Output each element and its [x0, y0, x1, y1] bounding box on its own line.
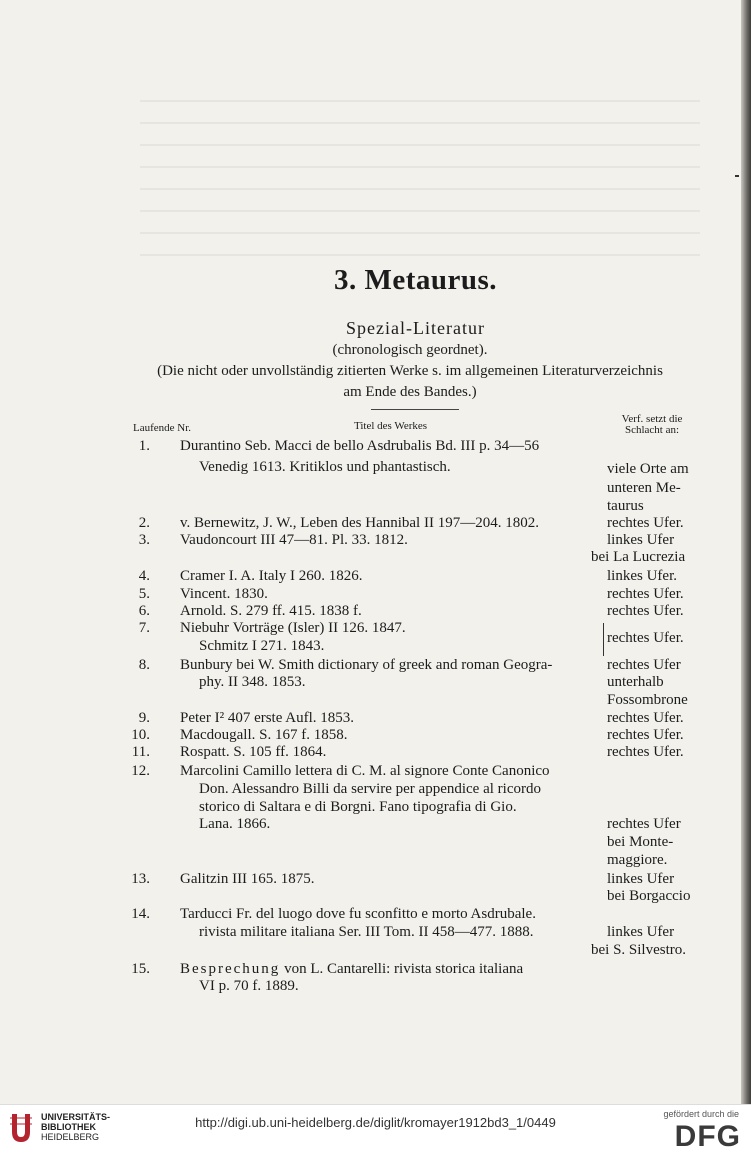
show-through-texture	[140, 100, 700, 270]
entry-site-line: bei S. Silvestro.	[591, 942, 687, 958]
entry-site-line: viele Orte am	[607, 461, 689, 477]
entry-title-line: v. Bernewitz, J. W., Leben des Hannibal II 197—204. 1802.	[180, 515, 539, 531]
section-subtitle: Spezial-Literatur	[346, 318, 485, 338]
entry-title-line: Marcolini Camillo lettera di C. M. al signore Conte Canonico	[180, 763, 550, 779]
entry-site-line: rechtes Ufer.	[607, 603, 684, 619]
column-header-number: Laufende Nr.	[133, 422, 192, 434]
entry-title-line: Niebuhr Vorträge (Isler) II 126. 1847.	[180, 620, 406, 636]
entry-site-line: rechtes Ufer.	[607, 710, 684, 726]
library-name-line1: UNIVERSITÄTS-	[41, 1112, 111, 1122]
entry-title-line: Macdougall. S. 167 f. 1858.	[180, 727, 348, 743]
entry-site-line: rechtes Ufer.	[607, 744, 684, 760]
entry-title-rest: von L. Cantarelli: rivista storica italiana	[280, 961, 524, 977]
entry-number: 7.	[138, 620, 150, 636]
entry-site-line: maggiore.	[607, 852, 668, 868]
entry-site-line: rechtes Ufer.	[607, 515, 684, 531]
entry-title-line: phy. II 348. 1853.	[199, 674, 306, 690]
entry-site-line: unterhalb	[607, 674, 664, 690]
entry-title-line: Schmitz I 271. 1843.	[199, 638, 325, 654]
entry-number: 1.	[138, 438, 150, 454]
entry-site-line: linkes Ufer	[607, 871, 675, 887]
viewer-footer	[0, 1104, 751, 1158]
entry-site-line: linkes Ufer	[607, 924, 675, 940]
entry-title-line: Don. Alessandro Billi da servire per appendice al ricordo	[199, 781, 541, 797]
entry-site-line: bei La Lucrezia	[591, 549, 686, 565]
column-header-battle-site-line1: Verf. setzt die	[621, 413, 683, 425]
entry-title-line: VI p. 70 f. 1889.	[199, 978, 299, 994]
column-header-title: Titel des Werkes	[354, 420, 428, 432]
entry-site-line: linkes Ufer	[607, 532, 675, 548]
divider-rule	[371, 409, 459, 410]
entry-site-line: bei Monte-	[607, 834, 674, 850]
entry-site-line: rechtes Ufer	[607, 657, 681, 673]
page-edge-mark	[735, 175, 739, 177]
entry-number: 13.	[131, 871, 150, 887]
entry-title-line: Galitzin III 165. 1875.	[180, 871, 315, 887]
entry-site-line: rechtes Ufer	[607, 816, 681, 832]
entry-site-line: bei Borgaccio	[607, 888, 691, 904]
page-edge	[741, 0, 751, 1104]
entry-number: 12.	[131, 763, 150, 779]
entry-site-line: Fossombrone	[607, 692, 688, 708]
entry-number: 5.	[138, 586, 150, 602]
entry-title-line: storico di Saltara e di Borgni. Fano tipografia di Gio.	[199, 799, 517, 815]
entry-site-line: unteren Me-	[607, 480, 681, 496]
entry-number: 15.	[131, 961, 150, 977]
entry-title-line: Tarducci Fr. del luogo dove fu sconfitto e morto Asdrubale.	[180, 906, 536, 922]
entry-number: 2.	[138, 515, 150, 531]
dfg-logo: DFG	[674, 1120, 741, 1153]
library-name-line2: BIBLIOTHEK	[41, 1122, 96, 1132]
entry-number: 4.	[138, 568, 150, 584]
entry-title-line: Vaudoncourt III 47—81. Pl. 33. 1812.	[180, 532, 408, 548]
entry-site-line: linkes Ufer.	[607, 568, 677, 584]
entry-number: 6.	[138, 603, 150, 619]
entry-title-line: Rospatt. S. 105 ff. 1864.	[180, 744, 327, 760]
entry-site-line: rechtes Ufer.	[607, 727, 684, 743]
ordering-note: (chronologisch geordnet).	[332, 342, 488, 358]
entry-title-line: Arnold. S. 279 ff. 415. 1838 f.	[180, 603, 362, 619]
entry-title-line: rivista militare italiana Ser. III Tom. II 458—477. 1888.	[199, 924, 534, 940]
entry-number: 8.	[138, 657, 150, 673]
entry-number: 9.	[138, 710, 150, 726]
reference-note-line2: am Ende des Bandes.)	[343, 384, 477, 400]
entry-number: 11.	[131, 744, 150, 760]
entry-site-line: rechtes Ufer.	[607, 630, 684, 646]
column-header-battle-site	[606, 414, 698, 436]
entry-number: 3.	[138, 532, 150, 548]
entry-number: 14.	[131, 906, 150, 922]
reference-note-line1: (Die nicht oder unvollständig zitierten Werke s. im allgemeinen Literaturverzeichnis	[157, 363, 663, 379]
entry-title-line: Venedig 1613. Kritiklos und phantastisch.	[199, 459, 451, 475]
spaced-word: Besprechung	[180, 961, 281, 977]
entry-title-line: Peter I² 407 erste Aufl. 1853.	[180, 710, 355, 726]
entry-title-line: Lana. 1866.	[199, 816, 271, 832]
column-header-battle-site-line2: Schlacht an:	[624, 424, 680, 436]
entry-number: 10.	[131, 727, 150, 743]
entry-title-line: Bunbury bei W. Smith dictionary of greek and roman Geogra-	[180, 657, 553, 673]
library-name-line3: HEIDELBERG	[41, 1132, 100, 1142]
source-url-link[interactable]: http://digi.ub.uni-heidelberg.de/diglit/kromayer1912bd3_1/0449	[195, 1115, 556, 1130]
entry-site-line: rechtes Ufer.	[607, 586, 684, 602]
entry-title-line: Cramer I. A. Italy I 260. 1826.	[180, 568, 363, 584]
funding-caption: gefördert durch die	[663, 1109, 739, 1119]
entry-title-line: Vincent. 1830.	[180, 586, 268, 602]
entry-title-line: Durantino Seb. Macci de bello Asdrubalis Bd. III p. 34—56	[180, 438, 540, 454]
section-title: 3. Metaurus.	[333, 264, 498, 296]
entry-site-line: taurus	[607, 498, 644, 514]
